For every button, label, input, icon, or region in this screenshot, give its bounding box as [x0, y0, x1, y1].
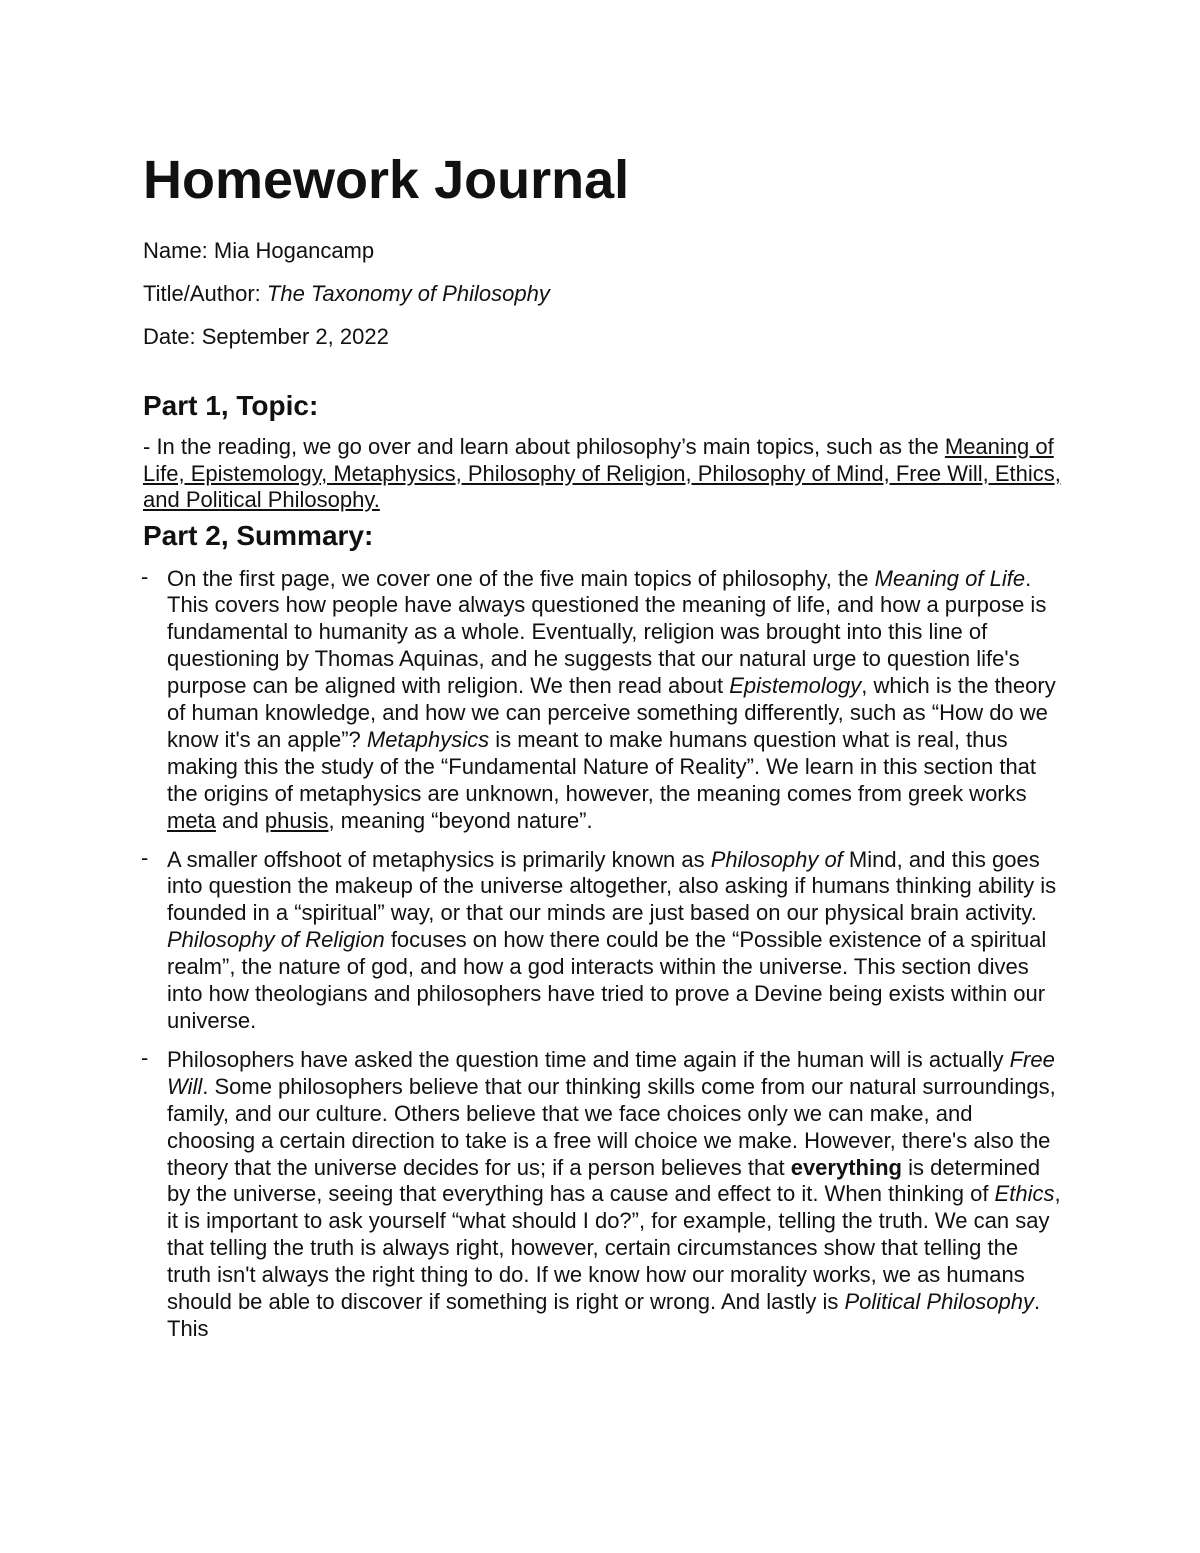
term-meaning-of-life: Meaning of Life	[874, 565, 1026, 591]
term-everything: everything	[790, 1154, 902, 1180]
term-metaphysics: Metaphysics	[366, 726, 490, 752]
bullet-dash: -	[141, 563, 149, 589]
term-meta: meta	[167, 807, 216, 833]
bullet-text: and	[215, 807, 265, 833]
summary-bullet-list	[141, 563, 1063, 1343]
date-value: September 2, 2022	[201, 324, 389, 349]
bullet-text: . This	[167, 1289, 1041, 1341]
bullet-text: Philosophers have asked the question time and time again if the human will is actually	[167, 1046, 1010, 1072]
bullet-dash: -	[141, 1044, 149, 1070]
title-author-value: The Taxonomy of Philosophy	[266, 281, 550, 306]
bullet-text: . Some philosophers believe that our thinking skills come from our natural surroundings, family, and our culture. Others believe that we face choices only we can make, and choosing a certain direction to take is a free will choice we make. However, there's also the theory that the universe decides for us; if a person believes that	[167, 1073, 1056, 1180]
term-political-philosophy: Political Philosophy	[844, 1289, 1035, 1315]
title-author-line	[143, 280, 1063, 308]
summary-bullet-3	[141, 1044, 1063, 1343]
title-author-label: Title/Author:	[143, 281, 267, 306]
document-page	[143, 140, 1063, 1355]
bullet-text: , it is important to ask yourself “what should I do?”, for example, telling the truth. We can say that telling the truth is always right, however, certain circumstances show that telling the truth isn't always the right thing to do. If we know how our morality works, we as humans should be able to discover if something is right or wrong. And lastly is	[167, 1181, 1061, 1315]
bullet-text: . This covers how people have always questioned the meaning of life, and how a purpose is fundamental to humanity as a whole. Eventually, religion was brought into this line of questioning by Thomas Aquinas, and he suggests that our natural urge to question life's purpose can be aligned with religion. We then read about	[167, 565, 1047, 699]
part1-topic-paragraph	[143, 434, 1063, 514]
part1-heading: Part 1, Topic:	[143, 390, 319, 421]
bullet-dash: -	[141, 844, 149, 870]
term-epistemology: Epistemology	[729, 673, 862, 699]
name-label: Name:	[143, 238, 214, 263]
name-value: Mia Hogancamp	[213, 238, 375, 263]
summary-bullet-2	[141, 844, 1063, 1035]
bullet-text: , which is the theory of human knowledge, and how we can perceive something differently, such as “How do we know it's an apple”?	[167, 673, 1056, 752]
bullet-text: is meant to make humans question what is real, thus making this the study of the “Fundamental Nature of Reality”. We learn in this section that the origins of metaphysics are unknown, however, the meaning comes from greek works	[167, 726, 1037, 806]
term-philosophy-of-religion: Philosophy of Religion	[167, 927, 385, 953]
term-free-will: Free Will	[167, 1046, 1055, 1099]
part1-topics-list: Meaning of Life, Epistemology, Metaphysics, Philosophy of Religion, Philosophy of Mind, Free Will, Ethics, and Political Philosophy.	[143, 434, 1061, 512]
bullet-text: On the first page, we cover one of the five main topics of philosophy, the	[167, 565, 875, 591]
term-phusis: phusis	[264, 807, 329, 833]
bullet-text: is determined by the universe, seeing that everything has a cause and effect to it. When thinking of	[167, 1154, 1041, 1207]
name-line	[143, 237, 1063, 265]
summary-bullet-1	[141, 563, 1063, 835]
bullet-text: Mind, and this goes into question the makeup of the universe altogether, also asking if humans thinking ability is founded in a “spiritual” way, or that our minds are just based on our physical brain activity.	[167, 846, 1057, 926]
bullet-text: A smaller offshoot of metaphysics is primarily known as	[167, 846, 711, 872]
part2-heading: Part 2, Summary:	[143, 519, 374, 551]
part1-intro: - In the reading, we go over and learn about philosophy’s main topics, such as the	[143, 434, 945, 459]
document-title: Homework Journal	[143, 150, 630, 210]
bullet-text: focuses on how there could be the “Possible existence of a spiritual realm”, the nature of god, and how a god interacts within the universe. This section dives into how theologians and philosophers have tried to prove a Devine being exists within our universe.	[167, 927, 1047, 1033]
date-line	[143, 323, 1063, 351]
term-philosophy-of: Philosophy of	[710, 846, 843, 872]
date-label: Date:	[143, 324, 202, 349]
term-ethics: Ethics	[994, 1181, 1055, 1207]
bullet-text: , meaning “beyond nature”.	[328, 807, 593, 833]
